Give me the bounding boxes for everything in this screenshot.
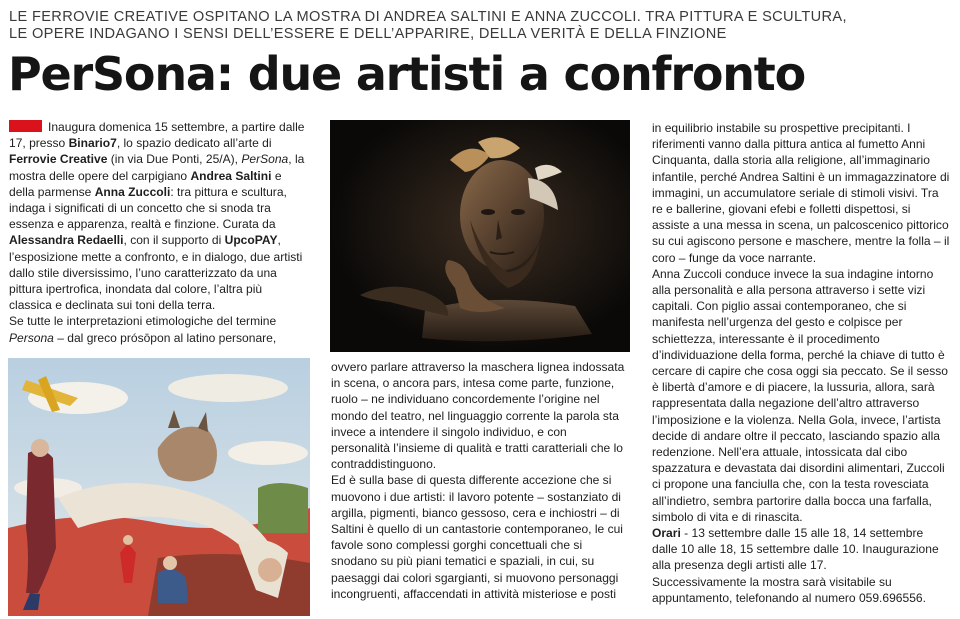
paragraph-artists: Ed è sulla base di questa differente accezione che si muovono i due artisti: il lavoro potente – sostanziato di argilla, pigmenti, bianco gessoso, cera e inchiostri – di Saltini è quello di un cantastorie contemporaneo, le cui favole sono complessi gorghi concettuali che si snodano su più piani tematici e spaziali, in cui, su paesaggi dai colori sgargianti, si muovono personaggi incongruenti, affaccendati in attività misteriose e posti [331, 473, 623, 601]
kicker-line-2: LE OPERE INDAGANO I SENSI DELL’ESSERE E DELL’APPARIRE, DELLA VERITÀ E DELLA FINZIONE [9, 26, 727, 42]
paragraph-appointment: Successivamente la mostra sarà visitabile su appuntamento, telefonando al numero 059.696556. [652, 574, 926, 605]
article-column-1 [9, 119, 307, 346]
red-accent-bar [9, 120, 42, 132]
paragraph-etymology: Se tutte le interpretazioni etimologiche del termine Persona – dal greco prósōpon al latino personare, [9, 314, 277, 345]
paragraph-theatre: ovvero parlare attraverso la maschera lignea indossata in scena, o ancora pars, intesa come parte, funzione, ruolo – ne individuano concordemente l’origine nel mondo del teatro, nel linguaggio corrente la parola sta invece a intendere il singolo individuo, e con personalità l’insieme di qualità e tratti caratteriali che lo contraddistinguono. [331, 360, 625, 472]
paragraph-zuccoli: Anna Zuccoli conduce invece la sua indagine intorno alla personalità e alla persona attraverso i sette vizi capitali. Con piglio assai contemporaneo, che si manifesta nell’urgenza del gesto e colpisce per schiettezza, interessante è il procedimento d’individuazione della forma, perché la chiave di tutto è cercare di capire che cosa oggi sia peccato. Se il sesso è libertà d’amore e di piacere, la lussuria, allora, sarà rappresentata dalla negazione dell’altro attraverso l’imposizione e la violenza. Nella Gola, invece, l’artista decide di andare oltre il peccato, lasciando spazio alla redenzione. Nell’era attuale, intossicata dal cibo spazzatura e devastata dai disordini alimentari, Zuccoli ci propone una fanciulla che, con la testa rovesciata all’indietro, sembra partorire dalla bocca una farfalla, simbolo di vita e di rinascita. [652, 266, 948, 524]
paragraph-intro: Inaugura domenica 15 settembre, a partire dalle 17, presso Binario7, lo spazio dedicato all’arte di Ferrovie Creative (in via Due Ponti, 25/A), PerSona, la mostra delle opere del carpigiano Andrea Saltini e della parmense Anna Zuccoli: tra pittura e scultura, indaga i significati di un concetto che si snoda tra essenza e apparenza, realtà e finzione. Curata da Alessandra Redaelli, con il supporto di UpcoPAY, l’esposizione mette a confronto, e in dialogo, due artisti dallo stile diversissimo, l’uno caratterizzato da una pittura ipertrofica, inondata dal colore, l’altra più classica e declinata sui toni della terra. [9, 120, 305, 313]
hours-text: - 13 settembre dalle 15 alle 18, 14 settembre dalle 10 alle 18, 15 settembre dalle 10. Inaugurazione alla presenza degli artisti alle 17. [652, 526, 939, 573]
paragraph-hours [652, 525, 951, 574]
painting-photo [8, 358, 310, 616]
paragraph-saltini: in equilibrio instabile su prospettive precipitanti. I riferimenti vanno dalla pittura antica al fumetto Anni Cinquanta, dalla storia alla religione, all’immaginario infantile, perché Andrea Saltini è un immagazzinatore di immagini, un accumulatore seriale di stimoli visivi. Tra re e ballerine, giovani efebi e folletti dispettosi, si assiste a una messa in scena, un palcoscenico pittorico su cui agiscono persone e maschere, mentre la folla – il coro – funge da voce narrante. [652, 121, 950, 265]
article-column-2 [331, 359, 629, 602]
article-column-3 [652, 120, 951, 606]
sculpture-photo [330, 120, 630, 352]
kicker-line-1: LE FERROVIE CREATIVE OSPITANO LA MOSTRA DI ANDREA SALTINI E ANNA ZUCCOLI. TRA PITTURA E SCULTURA, [9, 9, 847, 25]
kicker [9, 9, 949, 43]
hours-label: Orari [652, 526, 681, 541]
headline: PerSona: due artisti a confronto [8, 47, 805, 101]
